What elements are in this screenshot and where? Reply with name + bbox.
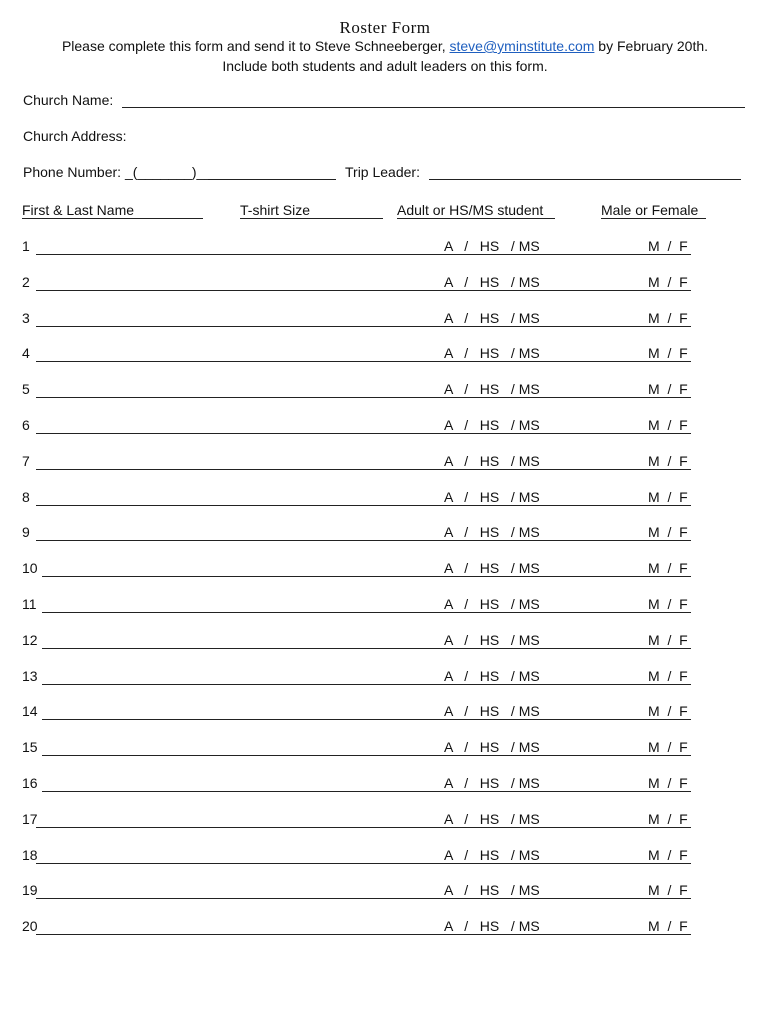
row-entry-line[interactable] — [42, 612, 691, 613]
row-entry-line[interactable] — [36, 397, 691, 398]
column-header-sex: Male or Female — [601, 202, 699, 218]
row-type-options[interactable]: A / HS / MS — [444, 273, 540, 290]
row-entry-line[interactable] — [36, 433, 691, 434]
row-sex-options[interactable]: M / F — [648, 918, 688, 935]
row-entry-line[interactable] — [42, 755, 691, 756]
row-type-options[interactable]: A / HS / MS — [444, 417, 540, 433]
row-type-options[interactable]: A / HS / MS — [444, 918, 540, 935]
row-number: 14 — [22, 703, 38, 720]
roster-row — [0, 882, 770, 902]
roster-row — [0, 524, 770, 544]
row-sex-options[interactable]: M / F — [648, 309, 688, 326]
row-type-options[interactable]: A / HS / MS — [444, 345, 540, 362]
roster-row — [0, 918, 770, 938]
row-type-options[interactable]: A / HS / MS — [444, 596, 540, 612]
column-header-tshirt: T-shirt Size — [240, 202, 311, 218]
roster-row — [0, 596, 770, 616]
row-sex-options[interactable]: M / F — [648, 631, 688, 648]
row-type-options[interactable]: A / HS / MS — [444, 488, 540, 505]
row-number: 4 — [22, 345, 30, 362]
row-sex-options[interactable]: M / F — [648, 846, 688, 863]
row-sex-options[interactable]: M / F — [648, 703, 688, 720]
roster-row — [0, 345, 770, 365]
row-number: 12 — [22, 631, 38, 648]
roster-row — [0, 775, 770, 795]
column-header-sex-underline — [601, 218, 706, 219]
row-entry-line[interactable] — [36, 254, 691, 255]
instructions-line-2: Include both students and adult leaders on this form. — [222, 58, 548, 74]
row-number: 10 — [22, 560, 38, 577]
row-entry-line[interactable] — [42, 648, 691, 649]
column-header-type-underline — [397, 218, 555, 219]
roster-row — [0, 274, 770, 294]
row-number: 7 — [22, 452, 30, 469]
row-type-options[interactable]: A / HS / MS — [444, 882, 540, 899]
row-sex-options[interactable]: M / F — [648, 882, 688, 899]
row-number: 6 — [22, 417, 30, 433]
row-number: 13 — [22, 667, 38, 684]
row-number: 8 — [22, 488, 30, 505]
roster-row — [0, 668, 770, 688]
row-type-options[interactable]: A / HS / MS — [444, 703, 540, 720]
roster-row — [0, 703, 770, 723]
instructions-line-1 — [0, 38, 770, 54]
row-entry-line[interactable] — [42, 684, 691, 685]
column-header-type: Adult or HS/MS student — [397, 202, 544, 218]
row-number: 15 — [22, 739, 38, 756]
row-sex-options[interactable]: M / F — [648, 238, 688, 254]
roster-row — [0, 453, 770, 473]
column-header-name-underline — [22, 218, 203, 219]
row-entry-line[interactable] — [36, 469, 691, 470]
row-number: 16 — [22, 775, 38, 791]
row-entry-line[interactable] — [36, 898, 691, 899]
row-entry-line[interactable] — [36, 540, 691, 541]
row-number: 3 — [22, 309, 30, 326]
row-sex-options[interactable]: M / F — [648, 273, 688, 290]
roster-row — [0, 489, 770, 509]
row-sex-options[interactable]: M / F — [648, 596, 688, 612]
row-entry-line[interactable] — [42, 576, 691, 577]
row-number: 5 — [22, 381, 30, 398]
row-sex-options[interactable]: M / F — [648, 560, 688, 577]
row-number: 20 — [22, 918, 38, 935]
roster-row — [0, 310, 770, 330]
row-entry-line[interactable] — [36, 827, 691, 828]
row-sex-options[interactable]: M / F — [648, 452, 688, 469]
instructions-deadline: by February 20th. — [594, 38, 709, 54]
row-number: 9 — [22, 524, 30, 541]
row-type-options[interactable]: A / HS / MS — [444, 381, 540, 398]
row-entry-line[interactable] — [36, 326, 691, 327]
row-sex-options[interactable]: M / F — [648, 775, 688, 791]
row-sex-options[interactable]: M / F — [648, 381, 688, 398]
row-number: 2 — [22, 273, 30, 290]
roster-row — [0, 238, 770, 258]
instructions-text: Please complete this form and send it to Steve Schneeberger, — [61, 38, 450, 54]
column-header-tshirt-underline — [240, 218, 383, 219]
row-entry-line[interactable] — [42, 719, 691, 720]
row-sex-options[interactable]: M / F — [648, 524, 688, 541]
trip-leader-field[interactable] — [429, 179, 741, 180]
row-entry-line[interactable] — [42, 791, 691, 792]
roster-row — [0, 381, 770, 401]
row-type-options[interactable]: A / HS / MS — [444, 238, 540, 254]
roster-row — [0, 632, 770, 652]
row-sex-options[interactable]: M / F — [648, 345, 688, 362]
row-number: 17 — [22, 810, 38, 827]
church-name-field[interactable] — [122, 107, 745, 108]
row-type-options[interactable]: A / HS / MS — [444, 739, 540, 756]
row-entry-line[interactable] — [36, 361, 691, 362]
row-entry-line[interactable] — [36, 863, 691, 864]
row-sex-options[interactable]: M / F — [648, 739, 688, 756]
roster-row — [0, 811, 770, 831]
row-entry-line[interactable] — [36, 290, 691, 291]
row-type-options[interactable]: A / HS / MS — [444, 560, 540, 577]
trip-leader-label: Trip Leader: — [345, 164, 420, 180]
row-entry-line[interactable] — [36, 934, 691, 935]
row-number: 11 — [22, 596, 37, 612]
row-number: 18 — [22, 846, 38, 863]
row-type-options[interactable]: A / HS / MS — [444, 667, 540, 684]
row-type-options[interactable]: A / HS / MS — [444, 524, 540, 541]
row-type-options[interactable]: A / HS / MS — [444, 309, 540, 326]
roster-row — [0, 560, 770, 580]
row-type-options[interactable]: A / HS / MS — [444, 452, 540, 469]
row-type-options[interactable]: A / HS / MS — [444, 810, 540, 827]
row-sex-options[interactable]: M / F — [648, 417, 688, 433]
row-sex-options[interactable]: M / F — [648, 488, 688, 505]
church-address-label: Church Address: — [23, 128, 127, 144]
phone-number-label: Phone Number: _(_______)_______________ — [23, 164, 314, 180]
row-type-options[interactable]: A / HS / MS — [444, 846, 540, 863]
column-header-name: First & Last Name — [22, 202, 135, 218]
row-number: 19 — [22, 882, 38, 899]
phone-number-field[interactable] — [208, 179, 336, 180]
row-type-options[interactable]: A / HS / MS — [444, 775, 540, 791]
row-sex-options[interactable]: M / F — [648, 667, 688, 684]
roster-row — [0, 417, 770, 437]
row-sex-options[interactable]: M / F — [648, 810, 688, 827]
row-type-options[interactable]: A / HS / MS — [444, 631, 540, 648]
email-link[interactable]: steve@yminstitute.com — [449, 38, 595, 54]
roster-row — [0, 739, 770, 759]
row-entry-line[interactable] — [36, 505, 691, 506]
roster-row — [0, 847, 770, 867]
form-title: Roster Form — [339, 18, 431, 37]
row-number: 1 — [22, 238, 30, 254]
church-name-label: Church Name: — [23, 92, 114, 108]
